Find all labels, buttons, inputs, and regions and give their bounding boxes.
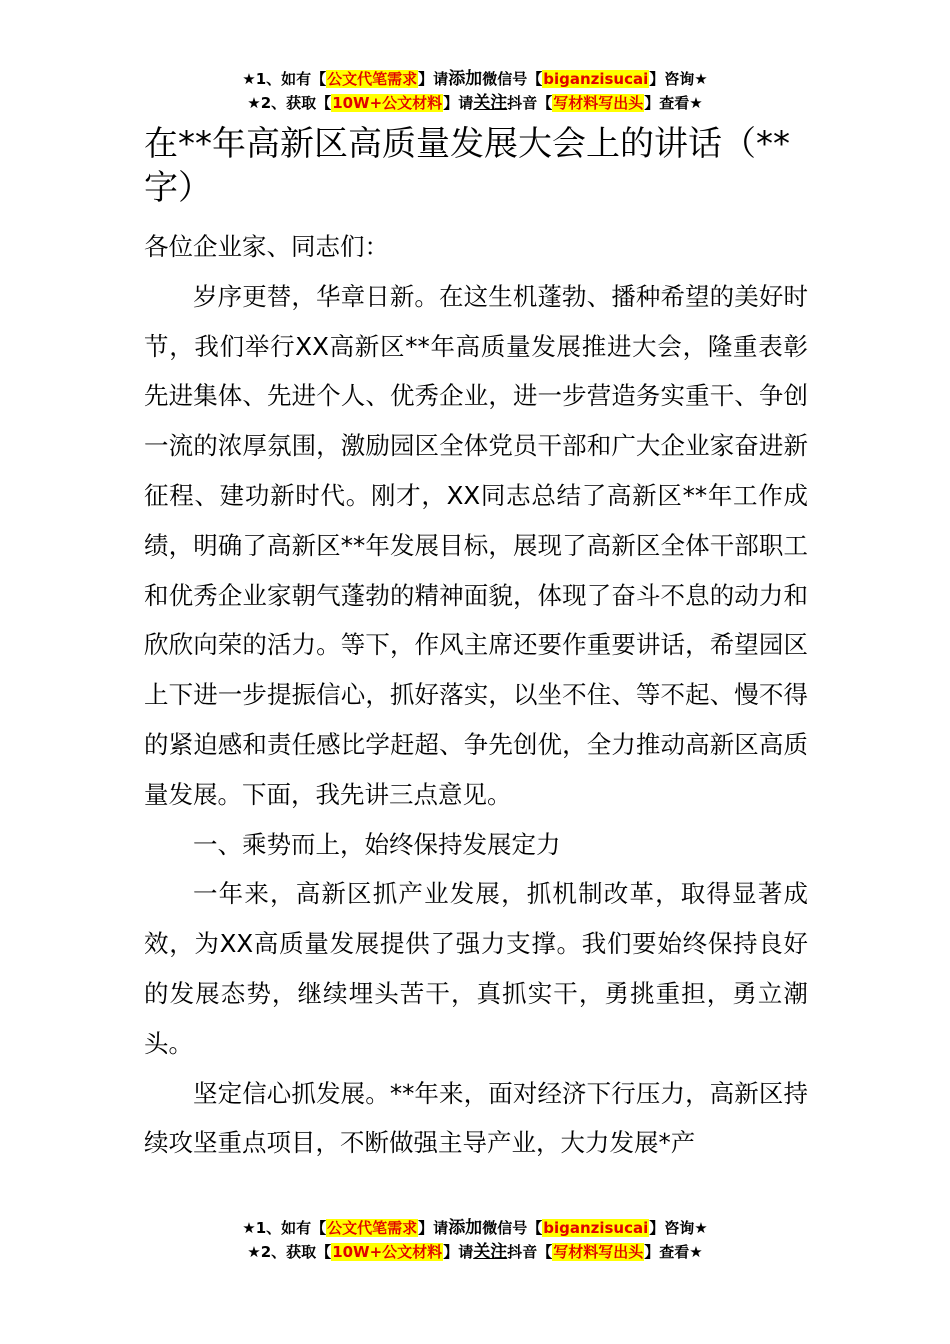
highlight-wechat-id: biganzisucai [543,1219,649,1237]
promo-line-1 [0,67,950,91]
paragraph: 坚定信心抓发展。**年来，面对经济下行压力，高新区持续攻坚重点项目，不断做强主导产业，大力发展*产 [144,1078,808,1158]
promo-text: 】查看★ [644,94,703,112]
promo-line-2 [0,91,950,115]
highlight-douyin-id: 写材料写出头 [553,1243,644,1261]
promo-text: 】请 [443,94,474,112]
promo-text: ★1、如有【 [242,70,327,88]
promo-text: ★2、获取【 [247,94,332,112]
promo-text: 】咨询★ [649,70,708,88]
highlight-douyin-id: 写材料写出头 [553,94,644,112]
promo-text: 】查看★ [644,1243,703,1261]
highlight-service: 公文代笔需求 [327,70,418,88]
paragraph: 一年来，高新区抓产业发展，抓机制改革，取得显著成效，为XX高质量发展提供了强力支撑。我们要始终保持良好的发展态势，继续埋头苦干，真抓实干，勇挑重担，勇立潮头。 [144,879,808,1058]
promo-text: 抖音【 [507,94,553,112]
section-heading: 一、乘势而上，始终保持发展定力 [193,829,561,859]
promo-emphasis: 添加 [448,1218,483,1238]
highlight-wechat-id: biganzisucai [543,70,649,88]
promo-emphasis: 添加 [448,69,483,89]
salutation: 各位企业家、同志们： [144,232,389,261]
promo-text: 】请 [443,1243,474,1261]
promo-text: ★1、如有【 [242,1219,327,1237]
promo-text: 微信号【 [482,1219,543,1237]
promo-line-2 [0,1240,950,1264]
promo-text: ★2、获取【 [247,1243,332,1261]
highlight-materials: 10W+公文材料 [332,94,443,112]
promo-text: 微信号【 [482,70,543,88]
highlight-materials: 10W+公文材料 [332,1243,443,1261]
header-promo-banner [0,67,950,115]
promo-emphasis: 关注 [473,1242,508,1262]
highlight-service: 公文代笔需求 [327,1219,418,1237]
promo-text: 抖音【 [507,1243,553,1261]
promo-line-1 [0,1216,950,1240]
promo-text: 】咨询★ [649,1219,708,1237]
promo-text: 】请 [418,70,449,88]
promo-emphasis: 关注 [473,93,508,113]
document-body [144,222,808,1168]
footer-promo-banner [0,1216,950,1264]
document-title: 在**年高新区高质量发展大会上的讲话（**字） [144,124,790,208]
paragraph: 岁序更替，华章日新。在这生机蓬勃、播种希望的美好时节，我们举行XX高新区**年高质量发展推进大会，隆重表彰先进集体、先进个人、优秀企业，进一步营造务实重干、争创一流的浓厚氛围，激励园区全体党员干部和广大企业家奋进新征程、建功新时代。刚才，XX同志总结了高新区**年工作成绩，明确了高新区**年发展目标，展现了高新区全体干部职工和优秀企业家朝气蓬勃的精神面貌，体现了奋斗不息的动力和欣欣向荣的活力。等下，作风主席还要作重要讲话，希望园区上下进一步提振信心，抓好落实，以坐不住、等不起、慢不得的紧迫感和责任感比学赶超、争先创优，全力推动高新区高质量发展。下面，我先讲三点意见。 [144,281,808,809]
promo-text: 】请 [418,1219,449,1237]
